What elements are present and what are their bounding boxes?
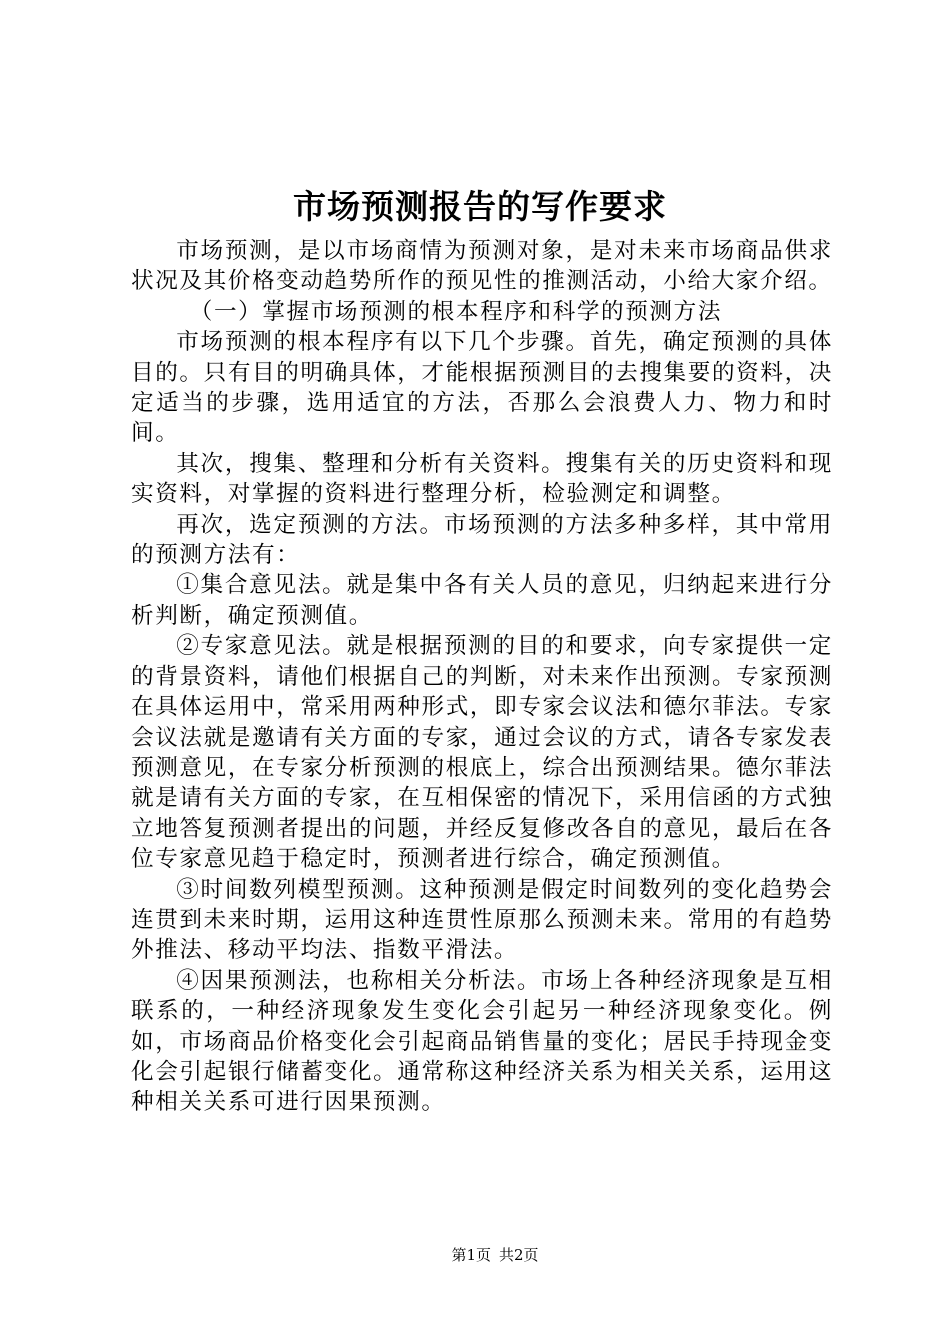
paragraph-second-step: 其次，搜集、整理和分析有关资料。搜集有关的历史资料和现实资料，对掌握的资料进行整理分析，检验测定和调整。 (131, 450, 833, 508)
section-heading: （一）掌握市场预测的根本程序和科学的预测方法 (189, 298, 723, 325)
paragraph-method-4: ④因果预测法，也称相关分析法。市场上各种经济现象是互相联系的，一种经济现象发生变化会引起另一种经济现象变化。例如，市场商品价格变化会引起商品销售量的变化；居民手持现金变化会引起银行储蓄变化。通常称这种经济关系为相关关系，运用这种相关关系可进行因果预测。 (131, 967, 833, 1116)
page-number: 第1页 (451, 1246, 491, 1264)
document-title: 市场预测报告的写作要求 (293, 187, 667, 226)
page-total: 共2页 (499, 1246, 539, 1264)
paragraph-method-1: ①集合意见法。就是集中各有关人员的意见，归纳起来进行分析判断，确定预测值。 (131, 572, 833, 629)
paragraph-method-3: ③时间数列模型预测。这种预测是假定时间数列的变化趋势会连贯到未来时期，运用这种连贯性原那么预测未来。常用的有趋势外推法、移动平均法、指数平滑法。 (131, 876, 833, 964)
document-body (131, 236, 833, 1118)
page-footer (0, 1245, 950, 1265)
paragraph-steps: 市场预测的根本程序有以下几个步骤。首先，确定预测的具体目的。只有目的明确具体，才能根据预测目的去搜集要的资料，决定适当的步骤，选用适宜的方法，否那么会浪费人力、物力和时间。 (131, 329, 833, 447)
paragraph-method-2: ②专家意见法。就是根据预测的目的和要求，向专家提供一定的背景资料，请他们根据自己的判断，对未来作出预测。专家预测在具体运用中，常采用两种形式，即专家会议法和德尔菲法。专家会议法就是邀请有关方面的专家，通过会议的方式，请各专家发表预测意见，在专家分析预测的根底上，综合出预测结果。德尔菲法就是请有关方面的专家，在互相保密的情况下，采用信函的方式独立地答复预测者提出的问题，并经反复修改各自的意见，最后在各位专家意见趋于稳定时，预测者进行综合，确定预测值。 (131, 633, 833, 873)
paragraph-intro: 市场预测，是以市场商情为预测对象，是对未来市场商品供求状况及其价格变动趋势所作的预见性的推测活动，小给大家介绍。 (131, 238, 833, 295)
paragraph-third-step: 再次，选定预测的方法。市场预测的方法多种多样，其中常用的预测方法有： (131, 511, 833, 569)
